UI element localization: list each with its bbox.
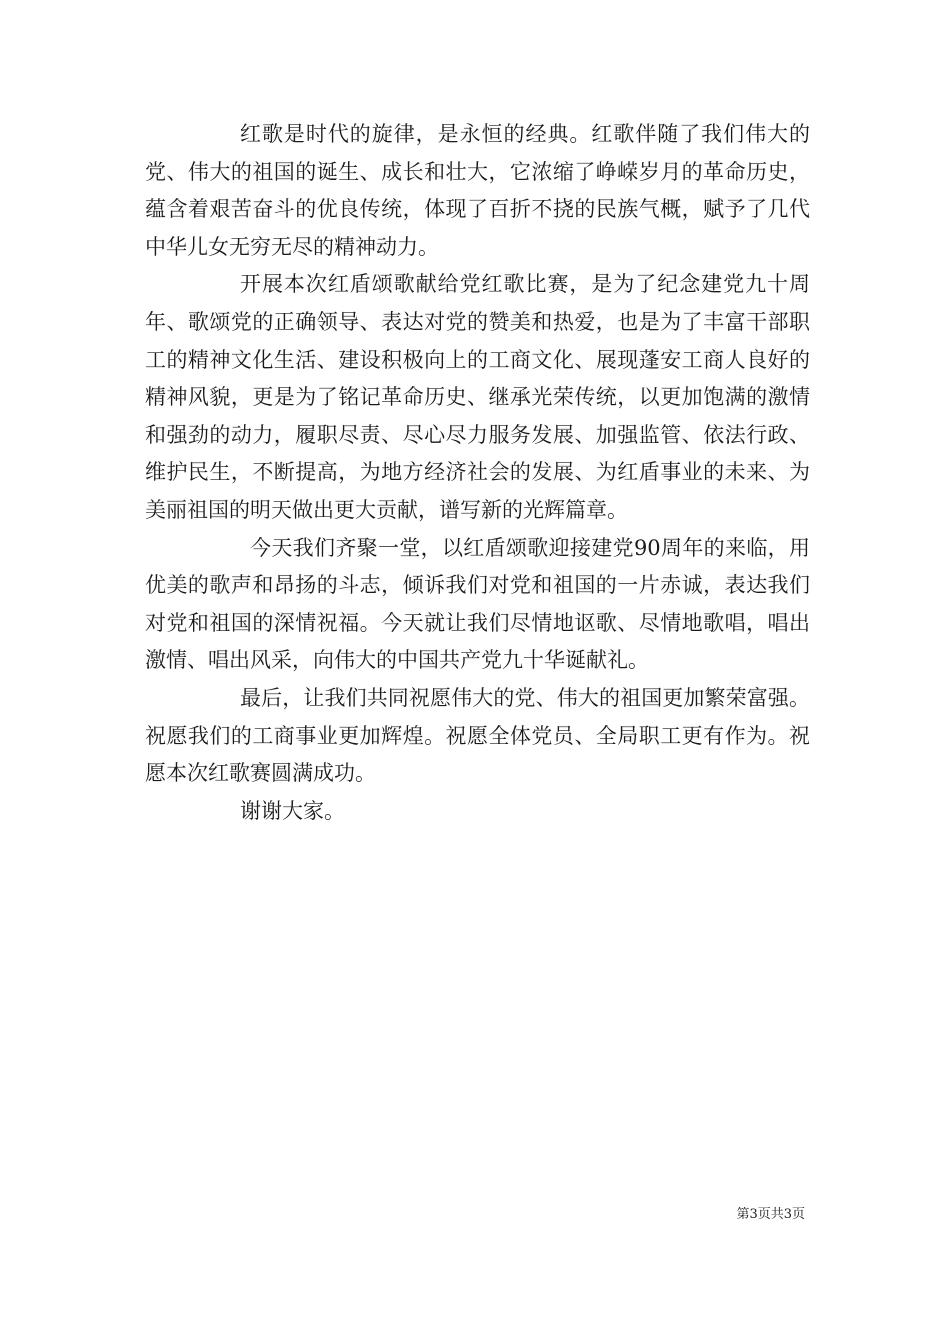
paragraph-closing-wishes: 最后，让我们共同祝愿伟大的党、伟大的祖国更加繁荣富强。祝愿我们的工商事业更加辉煌。祝愿全体党员、全局职工更有作为。祝愿本次红歌赛圆满成功。 — [145, 685, 810, 786]
paragraph-gathering: 今天我们齐聚一堂，以红盾颂歌迎接建党90周年的来临，用优美的歌声和昂扬的斗志，倾诉我们对党和祖国的一片赤诚，表达我们对党和祖国的深情祝福。今天就让我们尽情地讴歌、尽情地歌唱，唱出激情、唱出风采，向伟大的中国共产党九十华诞献礼。 — [145, 535, 810, 673]
document-body — [145, 116, 810, 830]
paragraph-red-songs-intro: 红歌是时代的旋律，是永恒的经典。红歌伴随了我们伟大的党、伟大的祖国的诞生、成长和壮大，它浓缩了峥嵘岁月的革命历史，蕴含着艰苦奋斗的优良传统，体现了百折不挠的民族气概，赋予了几代中华儿女无穷无尽的精神动力。 — [145, 122, 810, 259]
page-number: 第3页共3页 — [736, 1207, 805, 1222]
paragraph-thanks: 谢谢大家。 — [240, 798, 345, 823]
paragraph-contest-purpose: 开展本次红盾颂歌献给党红歌比赛，是为了纪念建党九十周年、歌颂党的正确领导、表达对党的赞美和热爱，也是为了丰富干部职工的精神文化生活、建设积极向上的工商文化、展现蓬安工商人良好的精神风貌，更是为了铭记革命历史、继承光荣传统，以更加饱满的激情和强劲的动力，履职尽责、尽心尽力服务发展、加强监管、依法行政、维护民生，不断提高，为地方经济社会的发展、为红盾事业的未来、为美丽祖国的明天做出更大贡献，谱写新的光辉篇章。 — [145, 272, 810, 522]
